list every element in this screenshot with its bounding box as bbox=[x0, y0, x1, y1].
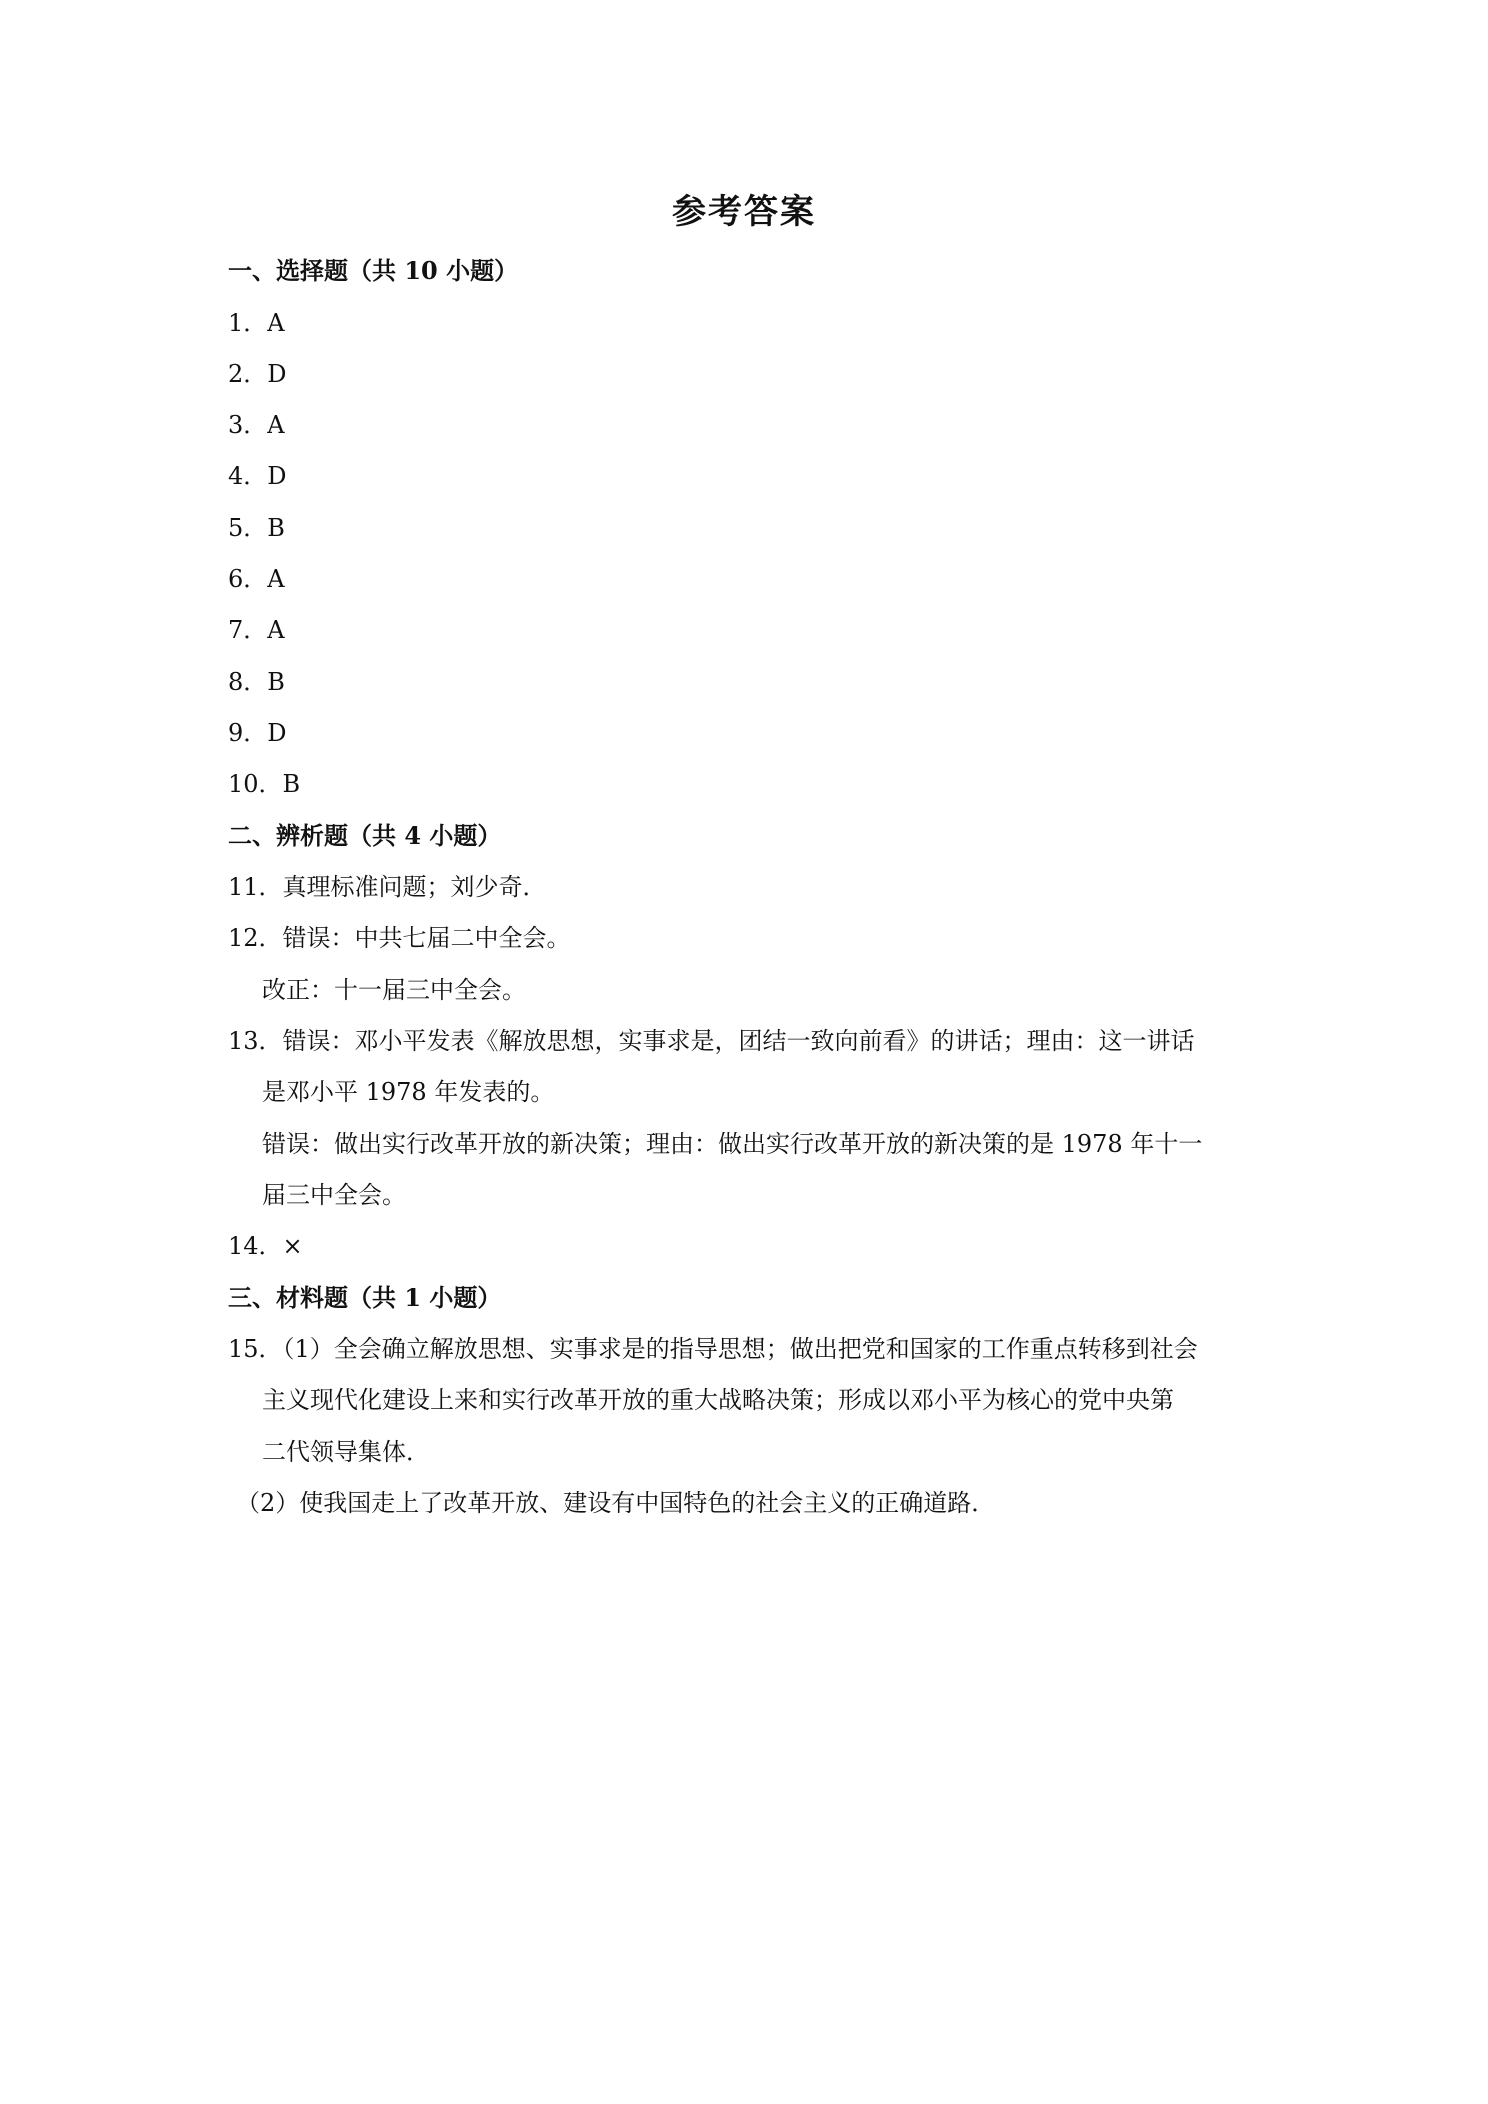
answer-line: 改正：十一届三中全会。 bbox=[262, 976, 526, 1004]
answer-line: 14．× bbox=[228, 1232, 303, 1260]
page-title: 参考答案 bbox=[672, 192, 816, 232]
section-heading-analysis: 二、辨析题（共 4 小题） bbox=[228, 821, 502, 850]
answer-item: 3．A bbox=[228, 411, 285, 439]
answer-item: 2．D bbox=[228, 360, 287, 388]
section-heading-choice: 一、选择题（共 10 小题） bbox=[228, 256, 519, 285]
answer-item: 8．B bbox=[228, 668, 285, 696]
answer-line: 主义现代化建设上来和实行改革开放的重大战略决策；形成以邓小平为核心的党中央第 bbox=[262, 1386, 1174, 1414]
answer-item: 9．D bbox=[228, 719, 287, 747]
answer-line: 12．错误：中共七届二中全会。 bbox=[228, 924, 571, 952]
answer-item: 4．D bbox=[228, 462, 287, 490]
answer-item: 10．B bbox=[228, 770, 301, 798]
answer-line: 届三中全会。 bbox=[262, 1181, 406, 1209]
answer-line: 二代领导集体． bbox=[262, 1438, 430, 1466]
answer-item: 5．B bbox=[228, 514, 285, 542]
answer-line: 11．真理标准问题；刘少奇． bbox=[228, 873, 547, 901]
answer-line: 错误：做出实行改革开放的新决策；理由：做出实行改革开放的新决策的是 1978 年十一 bbox=[262, 1130, 1203, 1158]
answer-item: 1．A bbox=[228, 309, 285, 337]
section-heading-material: 三、材料题（共 1 小题） bbox=[228, 1283, 502, 1312]
answer-line: 13．错误：邓小平发表《解放思想，实事求是，团结一致向前看》的讲话；理由：这一讲话 bbox=[228, 1027, 1195, 1055]
answer-line: （2）使我国走上了改革开放、建设有中国特色的社会主义的正确道路． bbox=[236, 1489, 996, 1517]
answer-line: 15．（1）全会确立解放思想、实事求是的指导思想；做出把党和国家的工作重点转移到社会 bbox=[228, 1335, 1198, 1363]
answer-item: 7．A bbox=[228, 616, 285, 644]
answer-line: 是邓小平 1978 年发表的。 bbox=[262, 1078, 555, 1106]
answer-item: 6．A bbox=[228, 565, 285, 593]
